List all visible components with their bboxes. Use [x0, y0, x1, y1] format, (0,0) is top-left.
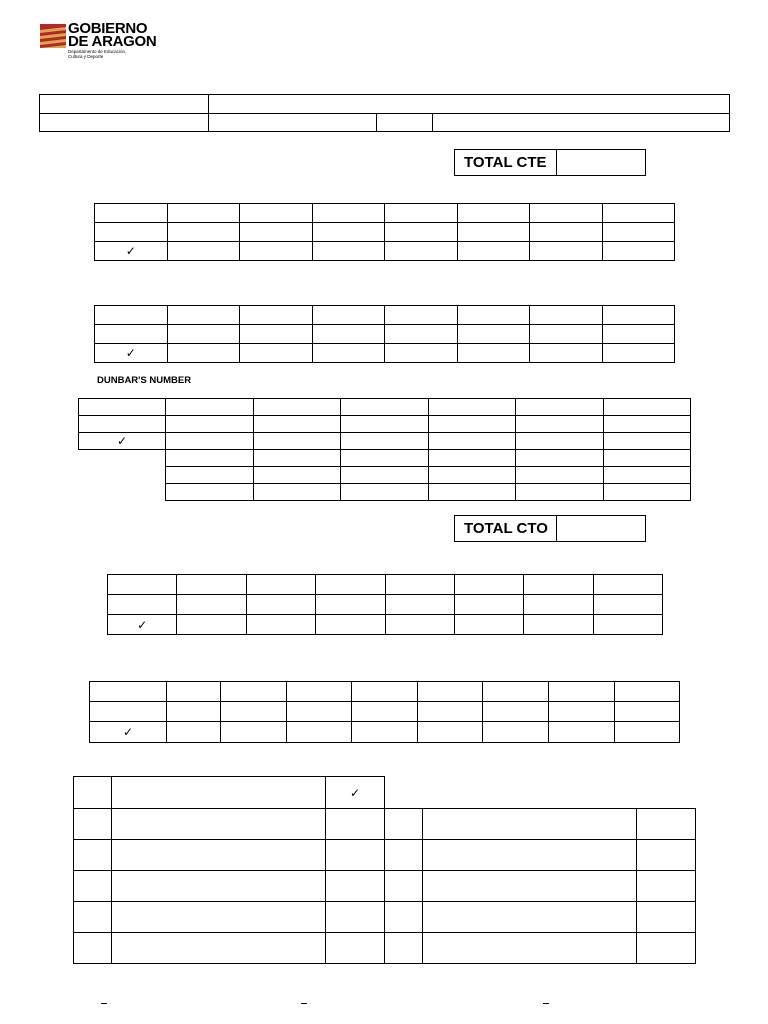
table-cell[interactable] [516, 433, 604, 450]
table-cell[interactable] [74, 871, 112, 902]
table-cell[interactable] [602, 204, 675, 223]
table-cell[interactable] [112, 777, 326, 809]
table-cell[interactable] [423, 840, 637, 871]
table-cell[interactable] [385, 242, 458, 261]
table-cell[interactable] [385, 933, 423, 964]
table-cell[interactable] [167, 702, 221, 722]
table-cell[interactable] [614, 702, 680, 722]
table-cell[interactable] [240, 325, 313, 344]
table-cell[interactable] [423, 871, 637, 902]
table-cell[interactable] [457, 223, 530, 242]
table-cell[interactable] [74, 902, 112, 933]
table-cell[interactable] [167, 325, 240, 344]
table-cell[interactable] [167, 204, 240, 223]
table-cell[interactable] [177, 615, 246, 635]
table-cell[interactable] [95, 204, 168, 223]
department-line1: Departamento de Educación, [68, 49, 127, 54]
footer-dash [543, 1003, 549, 1004]
table-cell[interactable] [341, 399, 429, 416]
empty-spacer-cell [79, 450, 166, 467]
table-cell[interactable] [423, 809, 637, 840]
table-cell[interactable] [312, 204, 385, 223]
table-cell[interactable] [428, 433, 516, 450]
table-cell[interactable] [457, 242, 530, 261]
table-cell[interactable] [352, 722, 418, 743]
header-cell[interactable] [433, 114, 730, 132]
table-cell[interactable] [221, 682, 287, 702]
table-cell[interactable] [246, 595, 315, 615]
table-cell[interactable] [326, 809, 385, 840]
table-cell[interactable] [90, 682, 167, 702]
table-cell[interactable] [112, 933, 326, 964]
table-cell[interactable] [326, 933, 385, 964]
total-cto-value[interactable] [557, 516, 645, 541]
total-cto-box [454, 515, 646, 542]
table-cell[interactable] [240, 223, 313, 242]
table-cell[interactable] [341, 467, 429, 484]
table-cell[interactable] [326, 902, 385, 933]
table-cell[interactable] [516, 399, 604, 416]
table-cell[interactable] [637, 871, 696, 902]
table-cell[interactable] [428, 450, 516, 467]
table-cell[interactable] [166, 433, 254, 450]
table-cell[interactable] [112, 840, 326, 871]
table-cell[interactable] [166, 450, 254, 467]
table-cell[interactable] [341, 450, 429, 467]
table-cell[interactable] [637, 902, 696, 933]
footer-dash [101, 1003, 107, 1004]
department-name [68, 49, 126, 59]
table-cell[interactable] [423, 902, 637, 933]
table-cell[interactable] [428, 399, 516, 416]
table-cell[interactable] [286, 682, 352, 702]
table-cell[interactable] [253, 433, 341, 450]
table-cell[interactable] [95, 223, 168, 242]
table-cell[interactable] [246, 575, 315, 595]
table-cell[interactable] [253, 450, 341, 467]
table-cell[interactable] [166, 467, 254, 484]
table-cell[interactable] [524, 615, 593, 635]
table-cell[interactable] [177, 595, 246, 615]
dunbar-number-label: DUNBAR'S NUMBER [97, 375, 192, 386]
table-cell[interactable] [530, 223, 603, 242]
table-cell[interactable] [79, 416, 166, 433]
table-cell[interactable] [548, 682, 614, 702]
table-cell[interactable] [95, 306, 168, 325]
table-cell[interactable] [240, 306, 313, 325]
table-cell[interactable] [483, 682, 549, 702]
table-cell[interactable] [457, 325, 530, 344]
table-cell[interactable] [428, 416, 516, 433]
table-cell[interactable] [326, 871, 385, 902]
org-name-line2: DE ARAGON [68, 33, 157, 50]
table-cell[interactable] [602, 242, 675, 261]
table-cell[interactable] [312, 223, 385, 242]
table-cell[interactable] [167, 242, 240, 261]
table-cell[interactable] [457, 204, 530, 223]
table-cell[interactable] [428, 484, 516, 501]
table-cell[interactable] [603, 467, 691, 484]
table-cell[interactable] [593, 575, 662, 595]
table-cell[interactable] [603, 399, 691, 416]
table-cell[interactable] [385, 902, 423, 933]
table-cell[interactable] [524, 595, 593, 615]
table-cell[interactable] [112, 809, 326, 840]
table-cell[interactable] [326, 840, 385, 871]
check-mark-icon[interactable]: ✓ [79, 433, 166, 450]
table-cell[interactable] [352, 682, 418, 702]
table-cell[interactable] [316, 575, 385, 595]
table-cell[interactable] [95, 325, 168, 344]
table-cell[interactable] [90, 702, 167, 722]
table-cell[interactable] [167, 722, 221, 743]
summary-table [73, 776, 696, 964]
table-cell[interactable] [341, 484, 429, 501]
table-cell[interactable] [423, 933, 637, 964]
table-cell[interactable] [74, 777, 112, 809]
table-cell[interactable] [385, 840, 423, 871]
table-cell[interactable] [167, 682, 221, 702]
table-cell[interactable] [385, 344, 458, 363]
table-cell[interactable] [637, 840, 696, 871]
score-table-4 [107, 574, 663, 635]
header-cell[interactable] [40, 114, 209, 132]
table-cell[interactable] [457, 306, 530, 325]
table-cell[interactable] [602, 223, 675, 242]
table-cell[interactable] [246, 615, 315, 635]
table-cell[interactable] [312, 242, 385, 261]
table-cell[interactable] [312, 344, 385, 363]
table-cell[interactable] [593, 595, 662, 615]
table-cell[interactable] [341, 433, 429, 450]
table-cell[interactable] [166, 416, 254, 433]
table-cell[interactable] [312, 306, 385, 325]
table-cell[interactable] [454, 595, 523, 615]
table-cell[interactable] [341, 416, 429, 433]
table-cell[interactable] [454, 575, 523, 595]
empty-spacer-cell [79, 484, 166, 501]
table-cell[interactable] [516, 467, 604, 484]
table-cell[interactable] [240, 344, 313, 363]
gobierno-aragon-logo-icon [40, 24, 66, 48]
table-cell[interactable] [385, 325, 458, 344]
department-line2: Cultura y Deporte [68, 54, 104, 59]
total-cte-value[interactable] [557, 150, 645, 175]
header-cell[interactable] [377, 114, 433, 132]
table-cell[interactable] [637, 809, 696, 840]
table-cell[interactable] [637, 933, 696, 964]
table-cell[interactable] [417, 722, 483, 743]
table-cell[interactable] [385, 595, 454, 615]
table-cell[interactable] [614, 682, 680, 702]
check-mark-icon[interactable]: ✓ [95, 344, 168, 363]
header-cell[interactable] [209, 114, 377, 132]
table-cell[interactable] [167, 223, 240, 242]
footer-dash [301, 1003, 307, 1004]
table-cell[interactable] [524, 575, 593, 595]
table-cell[interactable] [385, 575, 454, 595]
table-cell[interactable] [108, 575, 177, 595]
table-cell[interactable] [385, 204, 458, 223]
table-cell[interactable] [167, 344, 240, 363]
table-cell[interactable] [548, 722, 614, 743]
table-cell[interactable] [530, 204, 603, 223]
check-mark-icon[interactable]: ✓ [326, 777, 385, 809]
table-cell[interactable] [483, 722, 549, 743]
table-cell[interactable] [221, 722, 287, 743]
table-cell[interactable] [530, 306, 603, 325]
check-mark-icon[interactable]: ✓ [108, 615, 177, 635]
check-mark-icon[interactable]: ✓ [95, 242, 168, 261]
check-mark-icon[interactable]: ✓ [90, 722, 167, 743]
table-cell[interactable] [108, 595, 177, 615]
table-cell[interactable] [385, 809, 423, 840]
header-cell[interactable] [209, 95, 730, 114]
table-cell[interactable] [417, 702, 483, 722]
table-cell[interactable] [177, 575, 246, 595]
table-cell[interactable] [548, 702, 614, 722]
header-cell[interactable] [40, 95, 209, 114]
org-name [68, 22, 156, 48]
table-cell[interactable] [166, 484, 254, 501]
empty-spacer-cell [79, 467, 166, 484]
table-cell[interactable] [253, 484, 341, 501]
table-cell[interactable] [603, 484, 691, 501]
empty-area [385, 777, 696, 809]
table-cell[interactable] [74, 809, 112, 840]
table-cell[interactable] [417, 682, 483, 702]
table-cell[interactable] [316, 595, 385, 615]
table-cell[interactable] [253, 467, 341, 484]
table-cell[interactable] [253, 416, 341, 433]
table-cell[interactable] [286, 702, 352, 722]
table-cell[interactable] [316, 615, 385, 635]
table-cell[interactable] [457, 344, 530, 363]
table-cell[interactable] [516, 450, 604, 467]
table-cell[interactable] [385, 615, 454, 635]
table-cell[interactable] [483, 702, 549, 722]
score-table-1 [94, 203, 675, 261]
score-table-5 [89, 681, 680, 743]
table-cell[interactable] [603, 416, 691, 433]
total-cte-box [454, 149, 646, 176]
table-cell[interactable] [428, 467, 516, 484]
table-cell[interactable] [112, 871, 326, 902]
table-cell[interactable] [602, 306, 675, 325]
total-cto-label: TOTAL CTO [455, 516, 557, 541]
table-cell[interactable] [352, 702, 418, 722]
table-cell[interactable] [602, 325, 675, 344]
table-cell[interactable] [286, 722, 352, 743]
table-cell[interactable] [530, 242, 603, 261]
table-cell[interactable] [167, 306, 240, 325]
table-cell[interactable] [385, 306, 458, 325]
table-cell[interactable] [253, 399, 341, 416]
table-cell[interactable] [602, 344, 675, 363]
table-cell[interactable] [240, 242, 313, 261]
table-cell[interactable] [112, 902, 326, 933]
table-cell[interactable] [614, 722, 680, 743]
total-cte-label: TOTAL CTE [455, 150, 557, 175]
header-info-table [39, 94, 730, 132]
table-cell[interactable] [240, 204, 313, 223]
table-cell[interactable] [79, 399, 166, 416]
table-cell[interactable] [74, 933, 112, 964]
score-table-2 [94, 305, 675, 363]
table-cell[interactable] [74, 840, 112, 871]
dunbar-table [78, 398, 691, 501]
table-cell[interactable] [530, 325, 603, 344]
table-cell[interactable] [454, 615, 523, 635]
table-cell[interactable] [516, 484, 604, 501]
table-cell[interactable] [593, 615, 662, 635]
table-cell[interactable] [385, 223, 458, 242]
table-cell[interactable] [603, 450, 691, 467]
org-name-line1: GOBIERNO [68, 20, 148, 37]
table-cell[interactable] [221, 702, 287, 722]
table-cell[interactable] [166, 399, 254, 416]
table-cell[interactable] [603, 433, 691, 450]
table-cell[interactable] [385, 871, 423, 902]
table-cell[interactable] [312, 325, 385, 344]
table-cell[interactable] [516, 416, 604, 433]
table-cell[interactable] [530, 344, 603, 363]
